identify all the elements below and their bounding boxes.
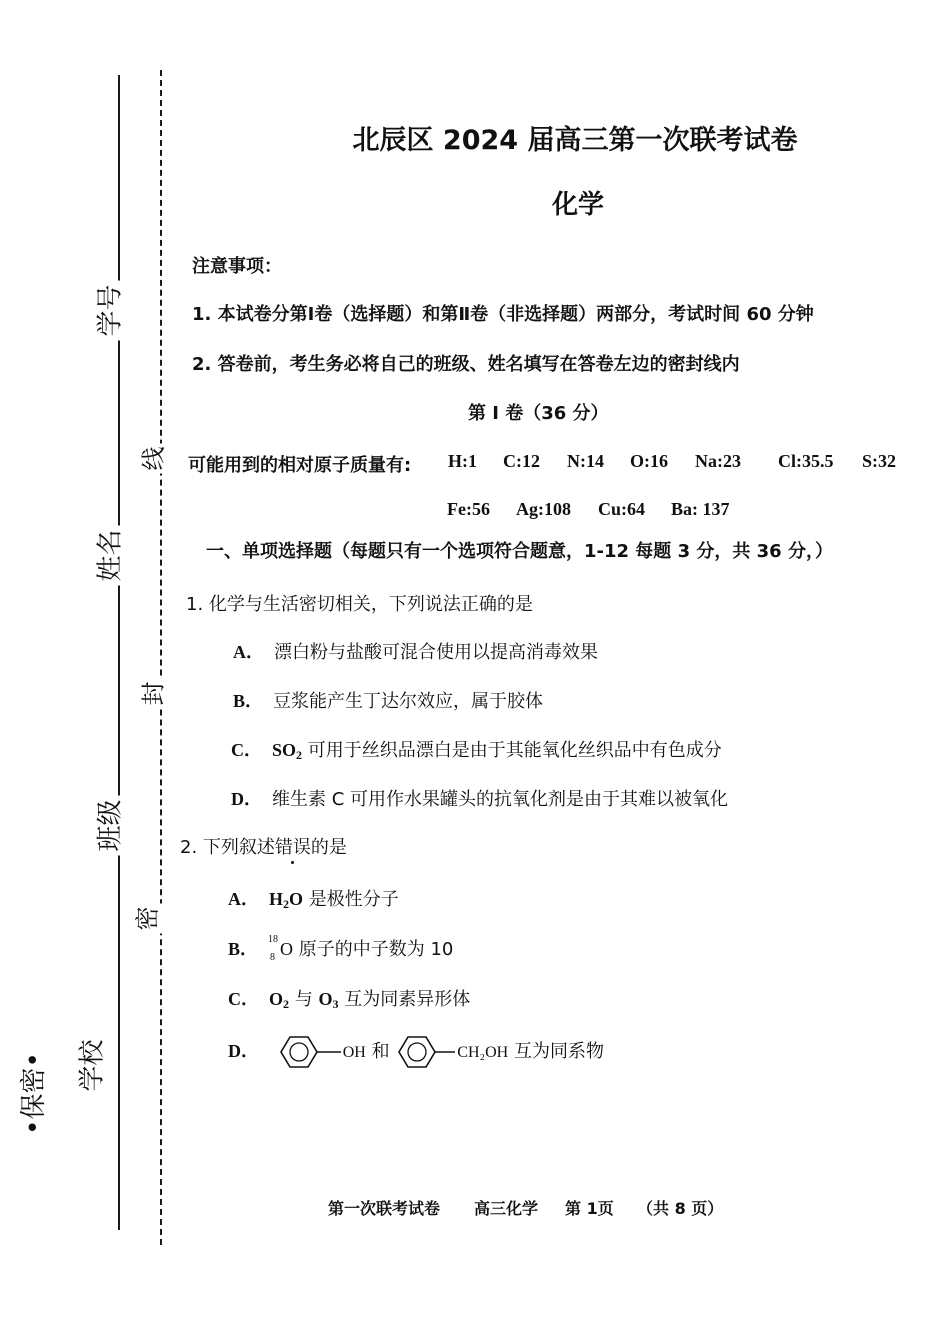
q2-option-a bbox=[228, 885, 399, 912]
option-text: 豆浆能产生丁达尔效应，属于胶体 bbox=[273, 691, 544, 712]
hydroxyl-group: OH bbox=[342, 1044, 366, 1061]
hydroxymethyl-group: CH₂OH bbox=[457, 1044, 509, 1061]
atomic-mass-intro: 可能用到的相对原子质量有: bbox=[188, 455, 412, 476]
option-letter: A． bbox=[233, 642, 264, 662]
notes-heading: 注意事项： bbox=[192, 256, 282, 277]
option-letter: C． bbox=[231, 740, 262, 760]
formula-o: O bbox=[318, 989, 333, 1009]
atomic-number: 8 bbox=[270, 952, 276, 963]
element-symbol: O bbox=[280, 939, 294, 959]
seal-mark-line: 线 bbox=[133, 444, 170, 474]
mass-number: 18 bbox=[268, 934, 279, 945]
class-label: 班级 bbox=[88, 795, 129, 855]
school-label: 学校 bbox=[70, 1035, 111, 1095]
q1-option-a bbox=[233, 638, 598, 664]
section-heading: 第 Ⅰ 卷（36 分） bbox=[468, 403, 609, 424]
atomic-mass-s: S:32 bbox=[862, 451, 897, 471]
atomic-mass-na: Na:23 bbox=[695, 451, 741, 471]
option-letter: D． bbox=[228, 1041, 259, 1061]
formula-o: O bbox=[289, 889, 304, 909]
footer-page-number: 第 1页 bbox=[565, 1199, 614, 1218]
option-text: 漂白粉与盐酸可混合使用以提高消毒效果 bbox=[274, 642, 598, 663]
stem-suffix: 的是 bbox=[310, 837, 347, 858]
seal-mark-seal: 封 bbox=[133, 679, 170, 709]
atomic-mass-n: N:14 bbox=[567, 451, 604, 471]
connector-text: 和 bbox=[365, 1041, 396, 1062]
formula-h: H bbox=[269, 889, 284, 909]
student-number-label: 学号 bbox=[88, 280, 129, 340]
option-text: 原子的中子数为 10 bbox=[293, 939, 454, 960]
option-letter: D． bbox=[231, 789, 262, 809]
formula-o: O bbox=[269, 989, 284, 1009]
note-item-1: 1. 本试卷分第Ⅰ卷（选择题）和第Ⅱ卷（非选择题）两部分，考试时间 60 分钟 bbox=[192, 304, 814, 325]
q2-option-b bbox=[228, 935, 453, 961]
option-letter: B． bbox=[233, 691, 264, 711]
confidential-mark: •保密• bbox=[18, 1052, 49, 1135]
note-item-2: 2. 答卷前，考生务必将自己的班级、姓名填写在答卷左边的密封线内 bbox=[192, 354, 740, 375]
q1-option-b bbox=[233, 687, 543, 713]
stem-emphasis: 错误 bbox=[274, 837, 311, 858]
subject-title: 化学 bbox=[552, 190, 605, 220]
q1-option-c bbox=[231, 736, 722, 763]
option-text: 互为同系物 bbox=[508, 1041, 604, 1062]
option-letter: A． bbox=[228, 889, 259, 909]
seal-mark-secret: 密 bbox=[127, 904, 164, 934]
atomic-mass-cu: Cu:64 bbox=[598, 499, 646, 519]
question-2-stem bbox=[180, 833, 347, 859]
formula-subscript: 3 bbox=[332, 997, 339, 1011]
seal-dashed-line bbox=[160, 70, 162, 1245]
benzene-ring-icon bbox=[395, 1033, 457, 1071]
option-text: 可用于丝织品漂白是由于其能氧化丝织品中有色成分 bbox=[302, 740, 722, 761]
nuclide-notation bbox=[268, 934, 280, 963]
formula-so: SO bbox=[272, 740, 297, 760]
q2-option-d bbox=[228, 1033, 604, 1071]
formula-subscript: 2 bbox=[296, 748, 303, 762]
benzene-ring-icon bbox=[275, 1033, 343, 1071]
option-letter: B． bbox=[228, 939, 259, 959]
exam-title: 北辰区 2024 届高三第一次联考试卷 bbox=[352, 125, 798, 156]
connector-text: 与 bbox=[289, 989, 319, 1010]
option-text: 互为同素异形体 bbox=[338, 989, 471, 1010]
option-text: 是极性分子 bbox=[303, 889, 399, 910]
q1-option-d bbox=[231, 785, 728, 811]
option-text: 维生素 C 可用作水果罐头的抗氧化剂是由于其难以被氧化 bbox=[272, 789, 729, 810]
atomic-mass-c: C:12 bbox=[503, 451, 540, 471]
stem-prefix: 2. 下列叙述 bbox=[180, 837, 275, 858]
name-label: 姓名 bbox=[88, 525, 129, 585]
formula-subscript: 2 bbox=[283, 997, 290, 1011]
footer-total-pages: （共 8 页） bbox=[637, 1199, 724, 1218]
option-letter: C． bbox=[228, 989, 259, 1009]
part-one-heading: 一、单项选择题（每题只有一个选项符合题意，1-12 每题 3 分，共 36 分，） bbox=[206, 541, 833, 562]
formula-subscript: 2 bbox=[283, 897, 290, 911]
atomic-mass-ba: Ba: 137 bbox=[671, 499, 730, 519]
footer-grade-subject: 高三化学 bbox=[474, 1199, 539, 1218]
binding-solid-line bbox=[118, 75, 120, 1230]
atomic-mass-fe: Fe:56 bbox=[447, 499, 490, 519]
atomic-mass-o: O:16 bbox=[630, 451, 668, 471]
footer-exam-name: 第一次联考试卷 bbox=[328, 1199, 441, 1218]
atomic-mass-ag: Ag:108 bbox=[516, 499, 571, 519]
question-1-stem: 1. 化学与生活密切相关，下列说法正确的是 bbox=[186, 594, 533, 615]
atomic-mass-h: H:1 bbox=[448, 451, 477, 471]
q2-option-c bbox=[228, 985, 470, 1012]
atomic-mass-cl: Cl:35.5 bbox=[778, 451, 834, 471]
